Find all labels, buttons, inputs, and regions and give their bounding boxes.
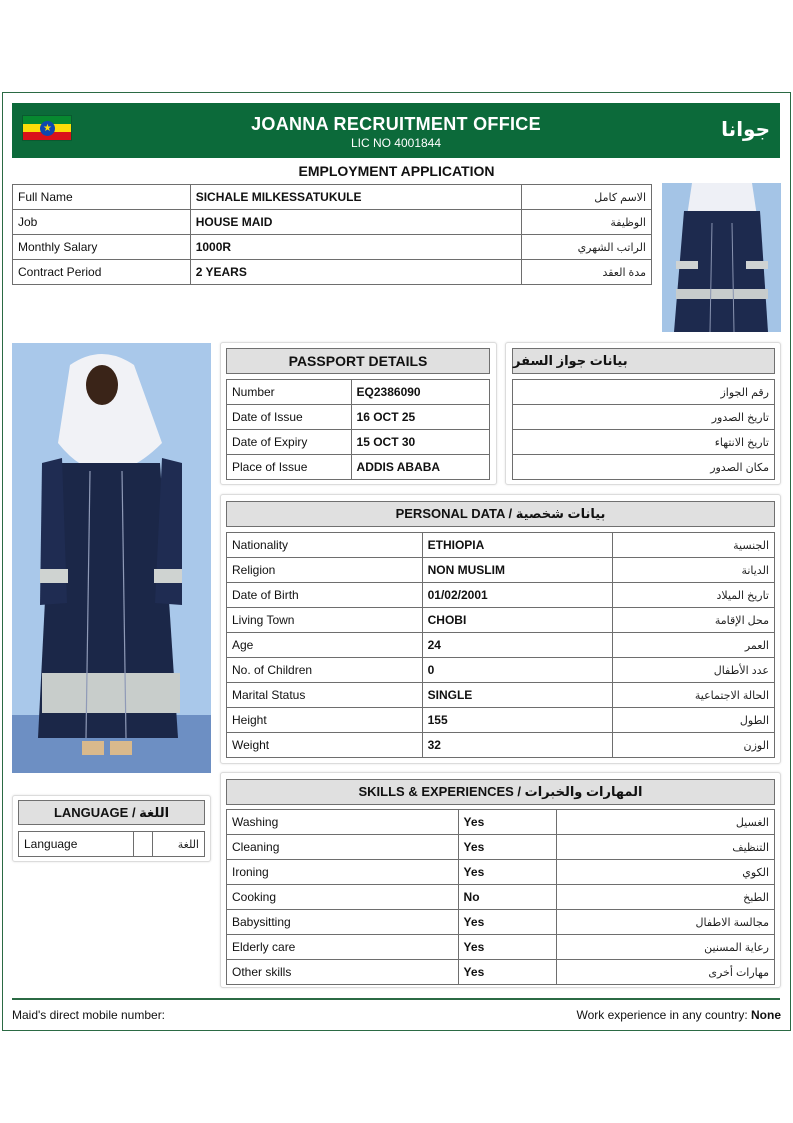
row-label-arabic: الطبخ	[557, 885, 775, 910]
row-value: Yes	[458, 960, 557, 985]
row-label: Babysitting	[227, 910, 459, 935]
row-value: 155	[422, 708, 613, 733]
footer-divider	[12, 998, 780, 1000]
row-value: HOUSE MAID	[190, 210, 521, 235]
row-label: Other skills	[227, 960, 459, 985]
row-label: Number	[227, 380, 352, 405]
table-row	[227, 885, 775, 910]
row-value: 2 YEARS	[190, 260, 521, 285]
row-value: No	[458, 885, 557, 910]
table-row	[13, 210, 652, 235]
mobile-number-label: Maid's direct mobile number:	[12, 1008, 166, 1022]
table-row	[227, 960, 775, 985]
row-label-arabic: تاريخ الصدور	[513, 405, 775, 430]
row-label-arabic: الديانة	[613, 558, 775, 583]
row-value: Yes	[458, 910, 557, 935]
table-row	[227, 608, 775, 633]
row-label-arabic: الراتب الشهري	[522, 235, 652, 260]
table-row	[227, 583, 775, 608]
row-label-arabic: العمر	[613, 633, 775, 658]
passport-table-arabic	[512, 379, 775, 480]
passport-title: PASSPORT DETAILS	[226, 348, 490, 374]
applicant-photo-small	[662, 183, 781, 332]
language-title: LANGUAGE / اللغة	[18, 800, 205, 825]
table-row	[227, 558, 775, 583]
row-label-arabic: مجالسة الاطفال	[557, 910, 775, 935]
row-label-arabic: الغسيل	[557, 810, 775, 835]
row-label: Age	[227, 633, 423, 658]
table-row	[227, 533, 775, 558]
table-row	[513, 405, 775, 430]
row-label-arabic: الجنسية	[613, 533, 775, 558]
row-label: Place of Issue	[227, 455, 352, 480]
basic-info-table	[12, 184, 652, 285]
table-row	[513, 430, 775, 455]
passport-table	[226, 379, 490, 480]
table-row	[13, 185, 652, 210]
row-value	[134, 832, 153, 857]
table-row	[227, 810, 775, 835]
work-experience	[576, 1008, 781, 1022]
row-label-arabic: الوزن	[613, 733, 775, 758]
row-label: Marital Status	[227, 683, 423, 708]
table-row	[19, 832, 205, 857]
table-row	[227, 910, 775, 935]
row-label-arabic: الطول	[613, 708, 775, 733]
table-row	[227, 380, 490, 405]
row-label-arabic: تاريخ الميلاد	[613, 583, 775, 608]
table-row	[227, 405, 490, 430]
row-label-arabic: التنظيف	[557, 835, 775, 860]
row-value: 32	[422, 733, 613, 758]
row-label-arabic: اللغة	[153, 832, 205, 857]
row-label: Cooking	[227, 885, 459, 910]
work-experience-label: Work experience in any country:	[576, 1008, 748, 1022]
row-value: 01/02/2001	[422, 583, 613, 608]
header-banner	[12, 103, 780, 158]
row-value: 16 OCT 25	[351, 405, 489, 430]
personal-data-title: PERSONAL DATA / بيانات شخصية	[226, 501, 775, 527]
row-label: Contract Period	[13, 260, 191, 285]
row-label-arabic: مدة العقد	[522, 260, 652, 285]
table-row	[513, 455, 775, 480]
row-label: Washing	[227, 810, 459, 835]
row-label-arabic: محل الإقامة	[613, 608, 775, 633]
row-value: EQ2386090	[351, 380, 489, 405]
row-label: No. of Children	[227, 658, 423, 683]
row-label: Elderly care	[227, 935, 459, 960]
row-value: 24	[422, 633, 613, 658]
row-label: Cleaning	[227, 835, 459, 860]
table-row	[13, 260, 652, 285]
row-label: Ironing	[227, 860, 459, 885]
row-label: Living Town	[227, 608, 423, 633]
table-row	[13, 235, 652, 260]
row-value: 0	[422, 658, 613, 683]
row-label: Monthly Salary	[13, 235, 191, 260]
license-number: LIC NO 4001844	[350, 136, 442, 150]
row-label: Date of Birth	[227, 583, 423, 608]
row-label: Language	[19, 832, 134, 857]
table-row	[227, 633, 775, 658]
row-value: ETHIOPIA	[422, 533, 613, 558]
row-label: Full Name	[13, 185, 191, 210]
table-row	[227, 935, 775, 960]
table-row	[227, 835, 775, 860]
table-row	[227, 683, 775, 708]
row-value: 15 OCT 30	[351, 430, 489, 455]
row-label: Religion	[227, 558, 423, 583]
ethiopia-flag-icon: ★	[22, 115, 72, 141]
row-value: SICHALE MILKESSATUKULE	[190, 185, 521, 210]
personal-data-table	[226, 532, 775, 758]
row-label-arabic: الوظيفة	[522, 210, 652, 235]
table-row	[227, 658, 775, 683]
row-label-arabic: رعاية المسنين	[557, 935, 775, 960]
row-value: SINGLE	[422, 683, 613, 708]
form-title: EMPLOYMENT APPLICATION	[298, 163, 495, 179]
row-label-arabic: مكان الصدور	[513, 455, 775, 480]
row-label: Height	[227, 708, 423, 733]
row-label-arabic: عدد الأطفال	[613, 658, 775, 683]
row-value: Yes	[458, 810, 557, 835]
language-table	[18, 831, 205, 857]
row-label-arabic: تاريخ الانتهاء	[513, 430, 775, 455]
row-value: Yes	[458, 860, 557, 885]
table-row	[227, 733, 775, 758]
row-label-arabic: الاسم كامل	[522, 185, 652, 210]
row-label-arabic: الكوي	[557, 860, 775, 885]
row-label-arabic: رقم الجواز	[513, 380, 775, 405]
work-experience-value: None	[751, 1008, 781, 1022]
row-label: Date of Issue	[227, 405, 352, 430]
row-label: Weight	[227, 733, 423, 758]
row-value: 1000R	[190, 235, 521, 260]
row-label: Date of Expiry	[227, 430, 352, 455]
passport-title-arabic: بيانات جواز السفر	[512, 348, 775, 374]
table-row	[227, 430, 490, 455]
row-value: ADDIS ABABA	[351, 455, 489, 480]
row-value: Yes	[458, 935, 557, 960]
row-value: Yes	[458, 835, 557, 860]
skills-title: SKILLS & EXPERIENCES / المهارات والخبرات	[226, 779, 775, 805]
arabic-brand-logo: جوانا	[721, 119, 770, 141]
skills-table	[226, 809, 775, 985]
applicant-photo-large	[12, 343, 211, 773]
row-label-arabic: مهارات أخرى	[557, 960, 775, 985]
row-value: NON MUSLIM	[422, 558, 613, 583]
table-row	[227, 455, 490, 480]
table-row	[513, 380, 775, 405]
row-value: CHOBI	[422, 608, 613, 633]
table-row	[227, 708, 775, 733]
office-name: JOANNA RECRUITMENT OFFICE	[251, 114, 541, 134]
table-row	[227, 860, 775, 885]
row-label: Job	[13, 210, 191, 235]
row-label: Nationality	[227, 533, 423, 558]
row-label-arabic: الحالة الاجتماعية	[613, 683, 775, 708]
